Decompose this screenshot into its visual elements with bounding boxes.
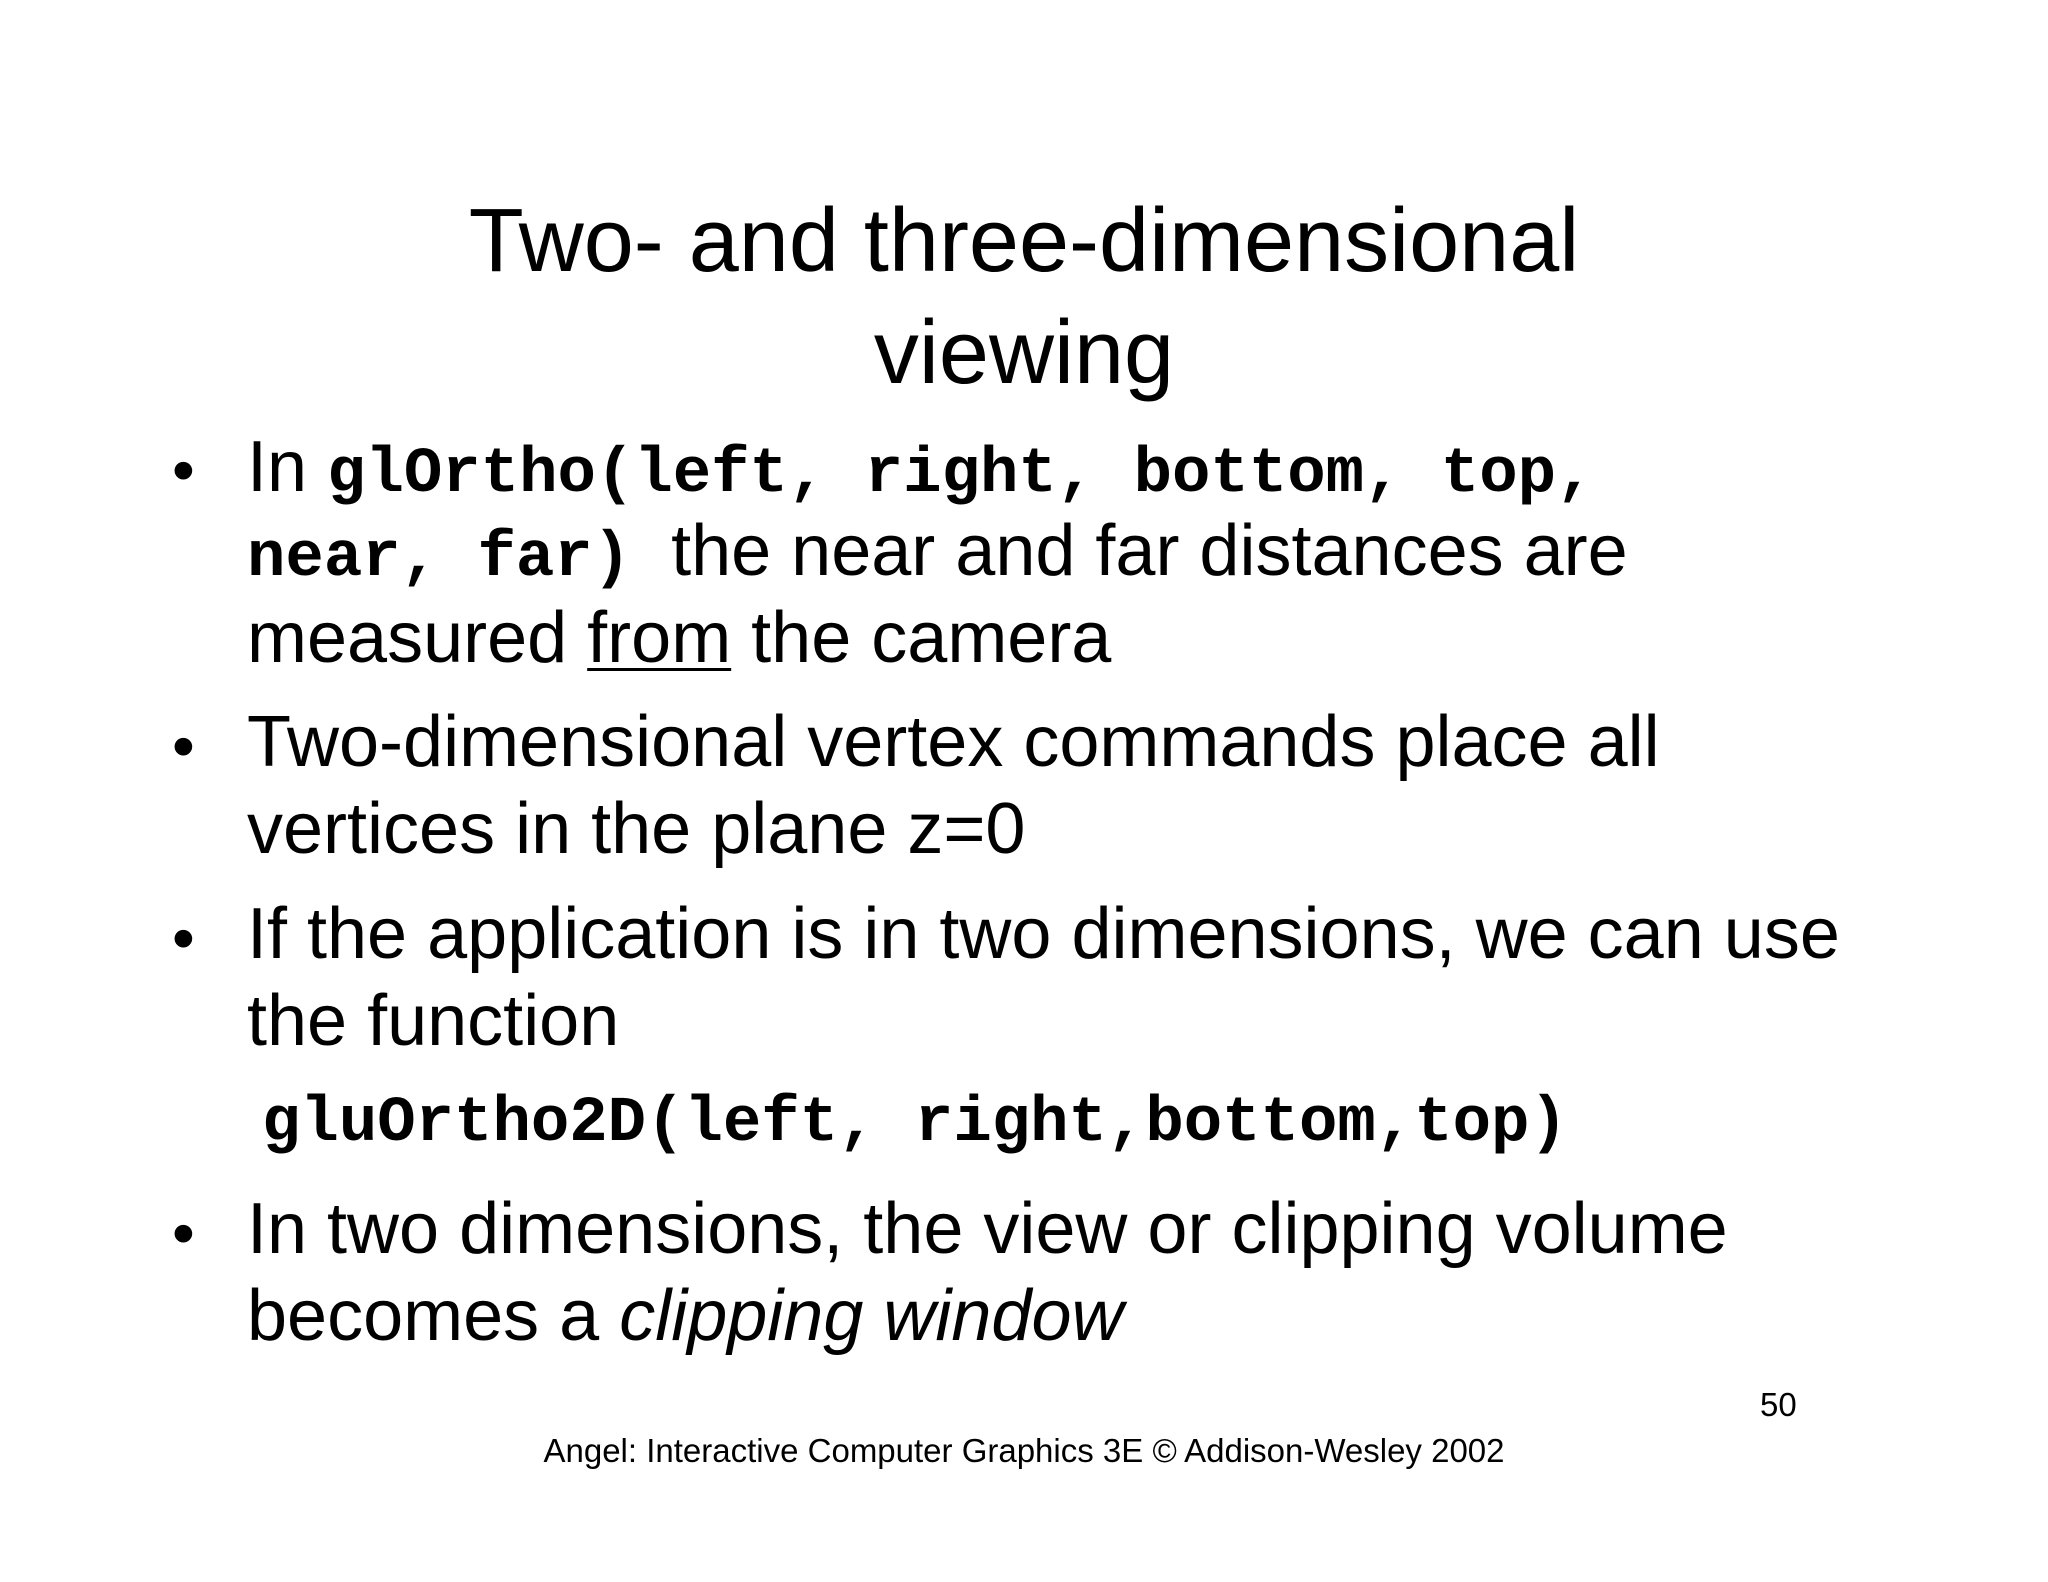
- bullet-2-line-2: vertices in the plane z=0: [247, 789, 1026, 869]
- bullet-4-line-2-text: becomes a: [247, 1276, 620, 1356]
- bullet-1-line-2: [247, 511, 1628, 595]
- bullet-2-line-1: Two-dimensional vertex commands place all: [247, 702, 1660, 782]
- bullet-3-line-1: If the application is in two dimensions, we can use: [247, 894, 1840, 974]
- bullet-1-line-1: [247, 427, 1595, 511]
- bullet-3-line-2: the function: [247, 981, 620, 1061]
- bullet-4-line-2: [247, 1276, 1124, 1356]
- glortho-signature-part-1: glOrtho(left, right, bottom, top,: [327, 439, 1595, 511]
- bullet-1-prefix: In: [247, 427, 328, 507]
- slide-title-line-1: Two- and three-dimensional: [468, 191, 1580, 291]
- bullet-marker-2: •: [172, 709, 195, 782]
- gluortho2d-code-line: gluOrtho2D(left, right,bottom,top): [262, 1088, 1568, 1160]
- bullet-marker-1: •: [172, 433, 195, 506]
- footer-citation: Angel: Interactive Computer Graphics 3E © Addison-Wesley 2002: [543, 1432, 1505, 1469]
- bullet-1-line-3-text-a: measured: [247, 598, 588, 678]
- page-number: 50: [1760, 1386, 1797, 1423]
- bullet-4-line-1: In two dimensions, the view or clipping volume: [247, 1189, 1728, 1269]
- glortho-signature-part-2: near, far): [247, 523, 632, 595]
- italic-term-clipping-window: clipping window: [619, 1276, 1124, 1356]
- underlined-word-from: from: [587, 598, 732, 678]
- bullet-marker-4: •: [172, 1196, 195, 1269]
- bullet-1-line-2-text: the near and far distances are: [631, 511, 1628, 591]
- bullet-marker-3: •: [172, 901, 195, 974]
- bullet-1-line-3: [247, 598, 1112, 678]
- slide-title-line-2: viewing: [873, 303, 1175, 403]
- bullet-1-line-3-text-b: the camera: [731, 598, 1112, 678]
